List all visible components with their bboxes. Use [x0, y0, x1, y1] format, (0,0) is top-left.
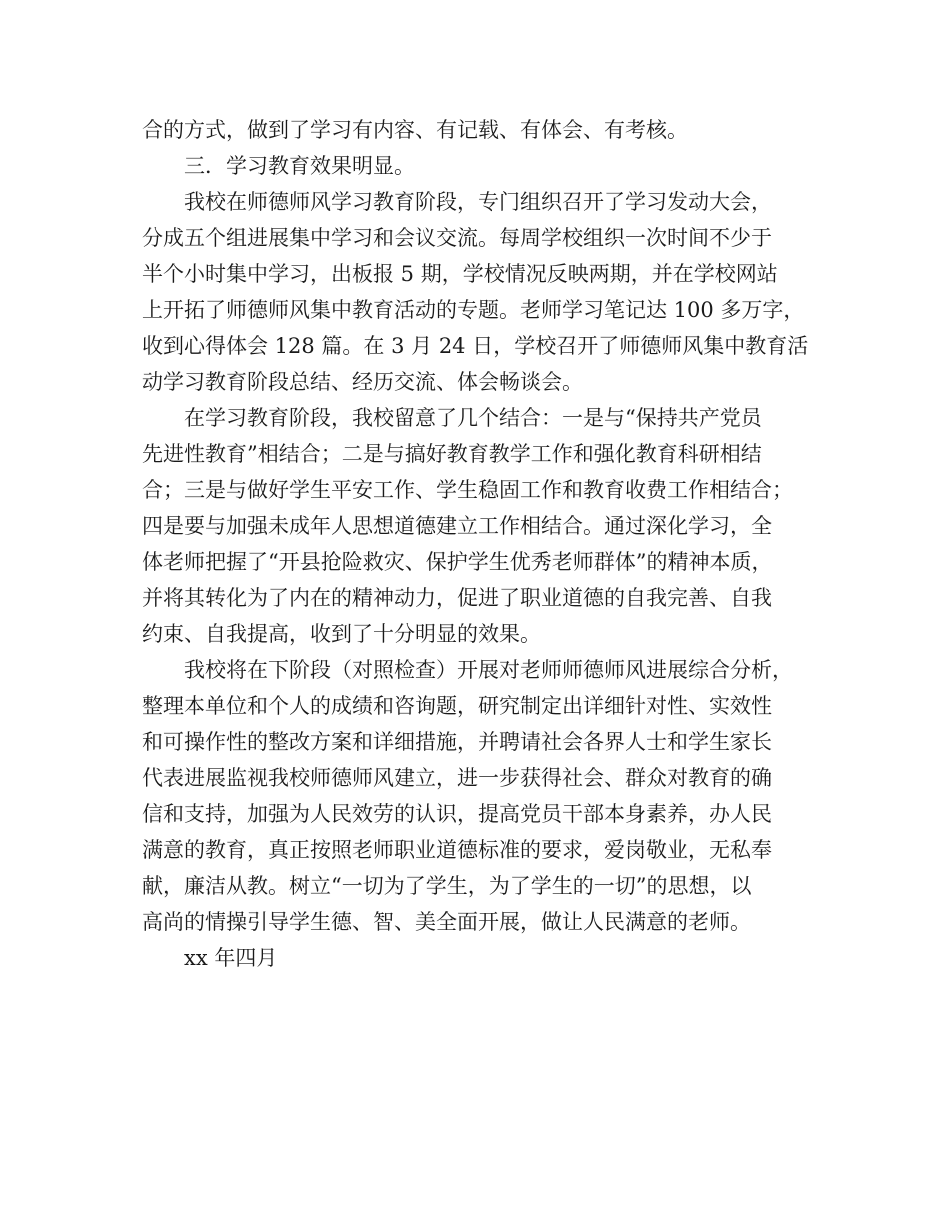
text-line: 代表进展监视我校师德师风建立，进一步获得社会、群众对教育的确 — [142, 766, 772, 790]
text-line: 并将其转化为了内在的精神动力，促进了职业道德的自我完善、自我 — [142, 586, 772, 610]
text-line: 满意的教育，真正按照老师职业道德标准的要求，爱岗敬业，无私奉 — [142, 838, 772, 862]
text-line: 和可操作性的整改方案和详细措施，并聘请社会各界人士和学生家长 — [142, 730, 772, 754]
text-line: 整理本单位和个人的成绩和咨询题，研究制定出详细针对性、实效性 — [142, 694, 772, 718]
text-line: 高尚的情操引导学生德、智、美全面开展，做让人民满意的老师。 — [142, 910, 751, 934]
text-line: 分成五个组进展集中学习和会议交流。每周学校组织一次时间不少于 — [142, 226, 772, 250]
date-line: xx 年四月 — [184, 946, 278, 970]
text-line: 合；三是与做好学生平安工作、学生稳固工作和教育收费工作相结合； — [142, 478, 793, 502]
text-line: 四是要与加强未成年人思想道德建立工作相结合。通过深化学习，全 — [142, 514, 772, 538]
text-line: 上开拓了师德师风集中教育活动的专题。老师学习笔记达 100 多万字， — [142, 298, 805, 322]
text-line: 约束、自我提高，收到了十分明显的效果。 — [142, 622, 541, 646]
text-line: 先进性教育”相结合；二是与搞好教育教学工作和强化教育科研相结 — [142, 442, 762, 466]
text-line: 体老师把握了“开县抢险救灾、保护学生优秀老师群体”的精神本质， — [142, 550, 773, 574]
text-line: 合的方式，做到了学习有内容、有记载、有体会、有考核。 — [142, 118, 688, 142]
text-line: 献，廉洁从教。树立“一切为了学生，为了学生的一切”的思想，以 — [142, 874, 752, 898]
text-line: 我校将在下阶段（对照检查）开展对老师师德师风进展综合分析， — [184, 658, 793, 682]
text-line: 半个小时集中学习，出板报 5 期，学校情况反映两期，并在学校网站 — [142, 262, 778, 286]
text-line: 收到心得体会 128 篇。在 3 月 24 日，学校召开了师德师风集中教育活 — [142, 334, 809, 358]
section-heading: 三．学习教育效果明显。 — [184, 154, 415, 178]
text-line: 我校在师德师风学习教育阶段，专门组织召开了学习发动大会， — [184, 190, 772, 214]
document-body — [142, 112, 822, 976]
text-line: 在学习教育阶段，我校留意了几个结合：一是与“保持共产党员 — [184, 406, 762, 430]
text-line: 动学习教育阶段总结、经历交流、体会畅谈会。 — [142, 370, 583, 394]
text-line: 信和支持，加强为人民效劳的认识，提高党员干部本身素养，办人民 — [142, 802, 772, 826]
